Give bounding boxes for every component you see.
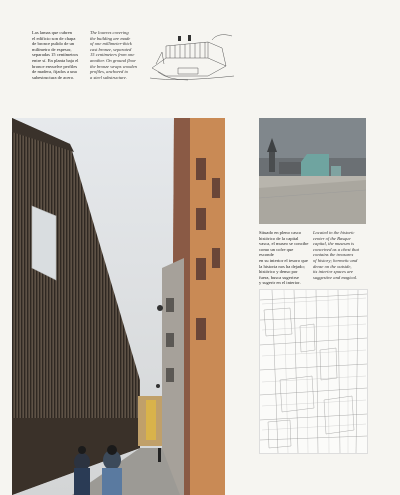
architectural-sketch <box>148 28 236 84</box>
urban-site-plan <box>259 289 368 454</box>
caption-side-spanish: Situado en pleno casco histórico de la capital vasca, el museo se concibe como un cofre que esconde en su interior el tesoro que la historia nos ha dejado; histórico y denso por fuera, busca sugerirse y sugerir en el interior. <box>259 230 309 286</box>
caption-top-spanish: Las lamas que cubren el edificio son de chapa de bronce pulido de un milímetro de espesor, separadas 15 centímetros entre sí. En planta baja el bronce envuelve perfiles de madera, fijados a una subestructura de acero. <box>32 30 79 80</box>
caption-side-english: Located in the historic center of the Basque capital, the museum is conceived as a chest that contains the treasures of history; hermetic and dense on the outside, its interior spaces are suggestive and magical. <box>313 230 359 280</box>
street-view-museum-facade <box>12 118 225 495</box>
caption-top-english: The louvres covering the building are made of one millimeter-thick cast bronze, separated 15 centimeters from one another. On ground floor the bronze wraps wooden profiles, anchored to a steel substructure. <box>90 30 137 80</box>
museum-exterior-plaza <box>259 118 366 224</box>
